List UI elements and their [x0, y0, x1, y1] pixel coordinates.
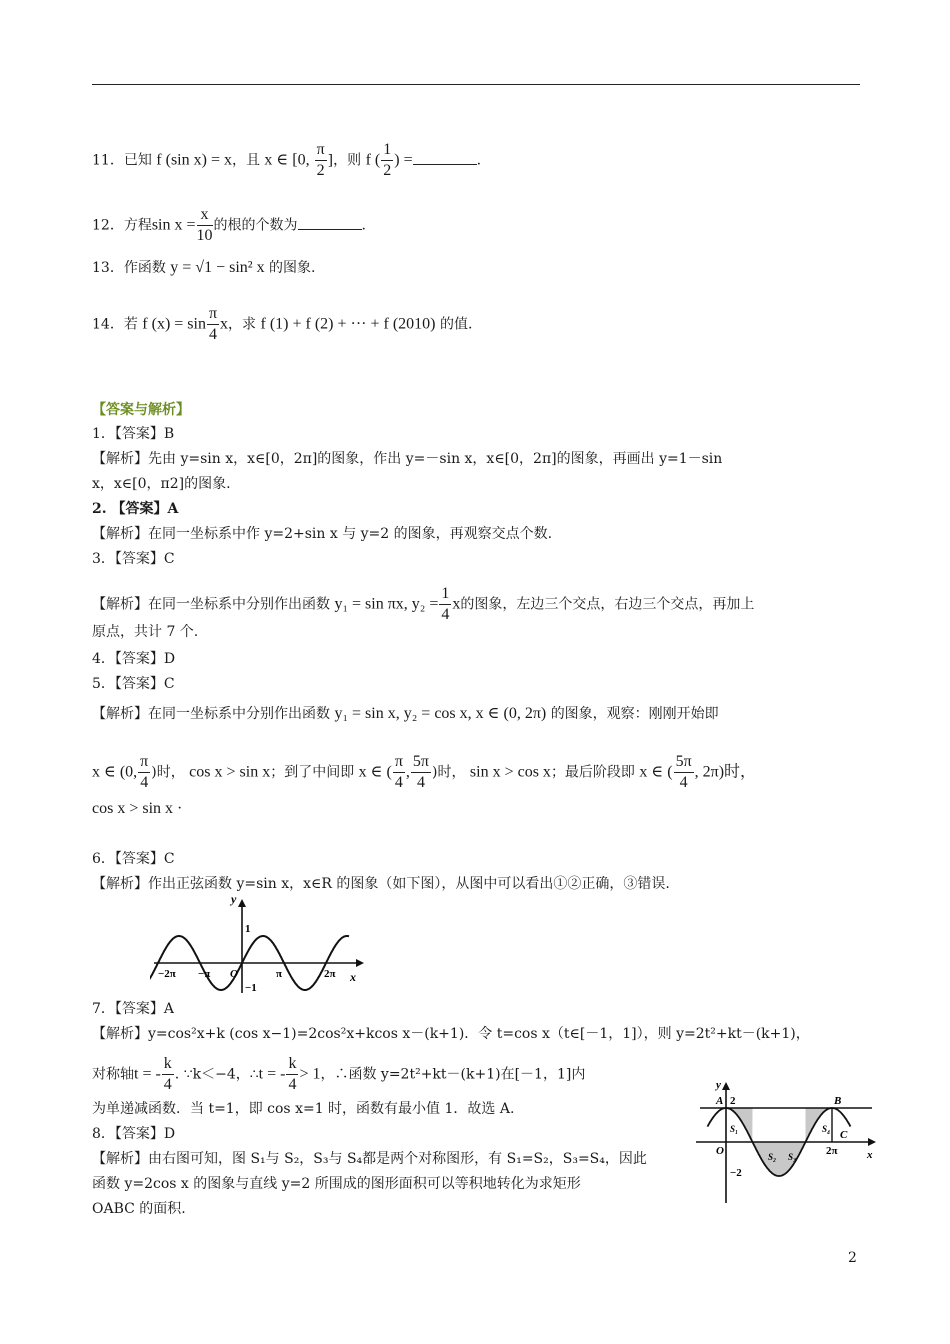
math-expr: y₁ = sin πx, y₂ =: [334, 595, 439, 613]
fraction: $\frac{5\pi}{4}$: [412, 753, 429, 791]
answer-1: 1．【答案】B: [92, 426, 175, 442]
explanation-7: 【解析】y=cos²x+k (cos x−1)=2cos²x+kcos x－(k+1)．令 t=cos x（t∈[－1，1]），则 y=2t²+kt－(k+1)，: [92, 1026, 810, 1042]
y-axis-arrow-icon: [238, 899, 246, 907]
explanation-5: 【解析】在同一坐标系中分别作出函数 y₁ = sin x, y₂ = cos x, x ∈ (0, 2π) 的图象，观察：刚刚开始即: [92, 705, 719, 722]
explanation-8-end: OABC 的面积.: [92, 1201, 186, 1217]
fraction: $\frac{\pi}{4}$: [394, 753, 403, 791]
math-expr: f (x) = sin: [142, 315, 206, 333]
section-title: 【答案与解析】: [92, 402, 190, 418]
shaded-region: [726, 1108, 832, 1142]
explanation-8-cont: 函数 y=2cos x 的图象与直线 y=2 所围成的图形面积可以等积地转化为求矩形: [92, 1176, 581, 1192]
fraction: $\frac{k}{4}$: [163, 1055, 172, 1093]
math-expr: x: [220, 315, 229, 333]
question-11: 11．已知 f (sin x) = x，且 x ∈ [0, $\frac{\pi}{2}$ ]，则 f ( $\frac{1}{2}$ ) = .: [92, 141, 482, 179]
explanation-3: 【解析】在同一坐标系中分别作出函数 y₁ = sin πx, y₂ = $\frac{1}{4}$ x的图象，左边三个交点，右边三个交点，再加上: [92, 585, 755, 623]
answer-4: 4．【答案】D: [92, 651, 176, 667]
question-text: 已知: [123, 152, 152, 169]
fraction: $\frac{1}{2}$: [383, 141, 392, 179]
region-label: S₄: [822, 1124, 831, 1134]
answer-5: 5．【答案】C: [92, 676, 175, 692]
question-text: ，求: [228, 316, 257, 333]
region-label: S₂: [768, 1152, 777, 1162]
question-text: 作函数: [123, 260, 166, 276]
fraction: $\frac{x}{10}$: [196, 206, 213, 244]
fraction: $\frac{5\pi}{4}$: [675, 753, 692, 791]
explanation-6: 【解析】作出正弦函数 y=sin x，x∈R 的图象（如下图），从图中可以看出①②正确，③错误.: [92, 876, 670, 892]
fraction: $\frac{1}{4}$: [441, 585, 450, 623]
answer-7: 7．【答案】A: [92, 1001, 175, 1017]
page-number: 2: [848, 1250, 857, 1266]
question-14: [92, 304, 472, 345]
math-expr: f (sin x) = x: [156, 151, 232, 169]
cosine-area-graph: [692, 1078, 882, 1208]
answer-2: 2. 【答案】A: [92, 501, 179, 517]
question-text: ]，则: [327, 152, 362, 169]
question-13: [92, 258, 315, 278]
fraction: $\frac{\pi}{4}$: [140, 753, 149, 791]
math-expr: f (: [365, 151, 381, 169]
question-12: 12．方程sin x = $\frac{x}{10}$ 的根的个数为 .: [92, 206, 366, 244]
explanation-1-cont: x，x∈[0，π2]的图象.: [92, 476, 231, 492]
math-expr: y₁ = sin x, y₂ = cos x, x ∈ (0, 2π): [334, 705, 547, 722]
region-label: S₁: [730, 1124, 739, 1134]
point-a-label: A: [716, 1095, 724, 1107]
answer-blank: [413, 152, 477, 165]
fraction: $\frac{\pi}{2}$: [316, 141, 325, 179]
y-axis-arrow-icon: [722, 1082, 730, 1090]
tick-label: 2π: [324, 968, 336, 980]
region-label: S₃: [788, 1152, 797, 1162]
question-text: 方程: [123, 217, 152, 234]
fraction: $\frac{\pi}{4}$: [208, 305, 218, 343]
answer-blank: [298, 217, 362, 230]
tick-label: −1: [245, 982, 257, 994]
question-number: 12．: [92, 217, 124, 234]
math-expr: x ∈ [0,: [264, 151, 314, 169]
tick-label: −π: [198, 968, 211, 980]
question-number: 11．: [92, 152, 124, 169]
explanation-7-cont: 对称轴t = - $\frac{k}{4}$ . ∵k＜−4，∴t = - $\frac{k}{4}$ > 1，∴函数 y=2t²+kt－(k+1)在[－1，1]内: [92, 1055, 586, 1093]
math-expr: f (1) + f (2) + ··· + f (2010): [260, 315, 436, 333]
sine-graph: [150, 893, 370, 995]
answer-6: 6．【答案】C: [92, 851, 175, 867]
explanation-8: 【解析】由右图可知，图 S₁与 S₂，S₃与 S₄都是两个对称图形，有 S₁=S₂，S₃=S₄，因此: [92, 1151, 647, 1167]
tick-label: 1: [245, 923, 251, 935]
question-text: 的图象.: [269, 260, 316, 276]
tick-label: 2: [730, 1095, 736, 1107]
tick-label: 2π: [826, 1145, 838, 1157]
math-expr: y = √1 − sin² x: [170, 259, 265, 276]
explanation-3-cont: 原点，共计 7 个.: [92, 624, 199, 640]
x-axis-arrow-icon: [356, 959, 364, 967]
explanation-5-end: cos x > sin x ·: [92, 800, 183, 817]
question-text: 若: [123, 316, 138, 333]
tick-label: −2: [730, 1167, 742, 1179]
y-axis-label: y: [231, 893, 237, 906]
x-axis-label: x: [867, 1149, 873, 1161]
x-axis-arrow-icon: [868, 1138, 876, 1146]
math-expr: ) =: [394, 151, 413, 169]
origin-label: O: [716, 1145, 724, 1157]
answer-3: 3．【答案】C: [92, 551, 175, 567]
math-expr: sin x =: [151, 216, 196, 234]
question-text: 的值.: [439, 316, 473, 333]
question-text: 的根的个数为: [213, 217, 298, 234]
explanation-5-cont: x ∈ (0, $\frac{\pi}{4}$ )时， cos x > sin x；到了中间即 x ∈ ( $\frac{\pi}{4}$ , $\frac{5\pi}{4}$ )时， sin x > cos x；最后阶段即 x ∈ ( $\frac{5\pi}{4}$ , 2π)时，: [92, 753, 757, 791]
question-number: 14．: [92, 316, 124, 333]
header-rule: [92, 84, 860, 85]
tick-label: −2π: [158, 968, 176, 980]
question-number: 13．: [92, 260, 124, 276]
tick-label: π: [276, 968, 283, 980]
point-c-label: C: [840, 1129, 848, 1141]
point-b-label: B: [834, 1095, 842, 1107]
y-axis-label: y: [716, 1079, 721, 1091]
question-text: ，且: [231, 152, 260, 169]
origin-label: O: [230, 968, 238, 980]
explanation-1: 【解析】先由 y=sin x，x∈[0，2π]的图象，作出 y=－sin x，x∈[0，2π]的图象，再画出 y=1－sin: [92, 451, 723, 467]
explanation-2: 【解析】在同一坐标系中作 y=2+sin x 与 y=2 的图象，再观察交点个数.: [92, 526, 553, 542]
explanation-7-end: 为单递减函数．当 t=1，即 cos x=1 时，函数有最小值 1．故选 A.: [92, 1101, 515, 1117]
fraction: $\frac{k}{4}$: [288, 1055, 297, 1093]
x-axis-label: x: [350, 970, 356, 984]
answer-8: 8．【答案】D: [92, 1126, 176, 1142]
